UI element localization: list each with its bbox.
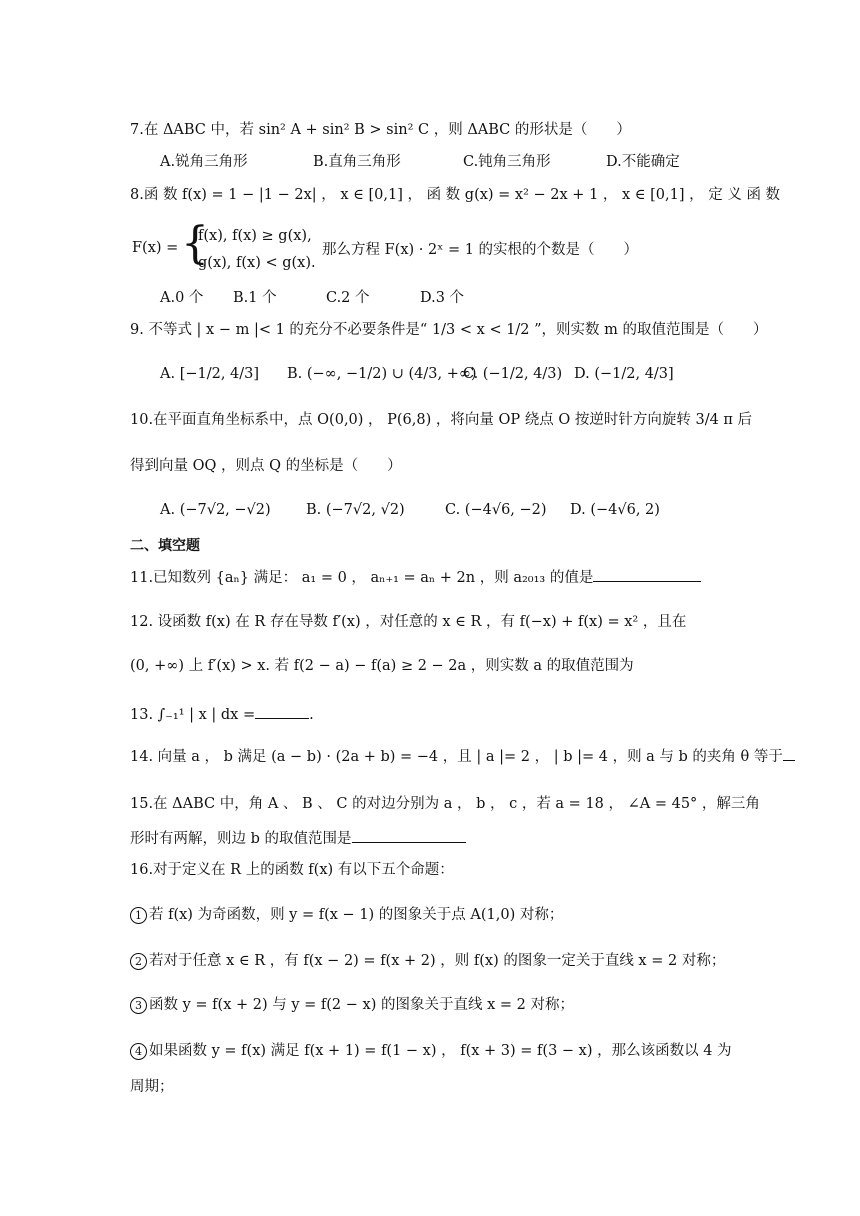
question-16-stem: 16.对于定义在 R 上的函数 f(x) 有以下五个命题： — [130, 862, 454, 878]
question-12-line-1: 12. 设函数 f(x) 在 R 存在导数 f′(x) ，对任意的 x ∈ R ，有 f(−x) + f(x) = x² ，且在 — [130, 614, 687, 630]
question-11 — [130, 567, 701, 588]
q8-piecewise-lhs: F(x) = — [132, 240, 179, 256]
question-14 — [130, 746, 795, 767]
circled-number-2: 2 — [130, 953, 147, 970]
q10-option-a: A. (−7√2, −√2) — [160, 502, 271, 518]
question-9-stem: 9. 不等式 | x − m |< 1 的充分不必要条件是“ 1/3 < x < 1/2 ”，则实数 m 的取值范围是（ ） — [130, 322, 768, 338]
q8-option-b: B.1 个 — [233, 290, 277, 306]
question-7-stem: 7.在 ΔABC 中，若 sin² A + sin² B > sin² C ，则 ΔABC 的形状是（ ） — [130, 122, 631, 138]
q9-option-c: C. (−1/2, 4/3) — [463, 366, 563, 382]
q8-tail: 那么方程 F(x) · 2ˣ = 1 的实根的个数是（ ） — [322, 242, 639, 258]
q15-text: 形时有两解，则边 b 的取值范围是 — [130, 831, 352, 847]
circled-number-1: 1 — [130, 907, 147, 924]
q8-option-d: D.3 个 — [420, 290, 465, 306]
q7-option-b: B.直角三角形 — [313, 154, 401, 170]
section-2-heading: 二、填空题 — [130, 537, 200, 553]
q14-text: 14. 向量 a ， b 满足 (a − b) · (2a + b) = −4 ，且 | a |= 2 ， | b |= 4 ，则 a 与 b 的夹角 θ 等于 — [130, 749, 783, 765]
answer-blank — [593, 567, 701, 582]
question-15-line-2 — [130, 828, 466, 849]
q16-item-2 — [130, 951, 725, 971]
q16-item-1-text: 若 f(x) 为奇函数，则 y = f(x − 1) 的图象关于点 A(1,0) 对称； — [149, 907, 564, 923]
q11-text: 11.已知数列 {aₙ} 满足： a₁ = 0 ， aₙ₊₁ = aₙ + 2n ，则 a₂₀₁₃ 的值是 — [130, 570, 594, 586]
q9-option-b: B. (−∞, −1/2) ∪ (4/3, +∞) — [287, 366, 477, 382]
question-12-line-2: (0, +∞) 上 f′(x) > x. 若 f(2 − a) − f(a) ≥ 2 − 2a ，则实数 a 的取值范围为 — [130, 658, 634, 674]
q16-item-4-text: 如果函数 y = f(x) 满足 f(x + 1) = f(1 − x) ， f(x + 3) = f(3 − x) ，那么该函数以 4 为 — [149, 1043, 732, 1059]
q10-option-d: D. (−4√6, 2) — [570, 502, 660, 518]
q8-case-2: g(x), f(x) < g(x). — [198, 255, 316, 271]
question-10-stem-1: 10.在平面直角坐标系中，点 O(0,0) ， P(6,8) ，将向量 OP 绕点 O 按逆时针方向旋转 3/4 π 后 — [130, 412, 753, 428]
q7-option-c: C.钝角三角形 — [463, 154, 551, 170]
q9-option-a: A. [−1/2, 4/3] — [160, 366, 260, 382]
question-15-line-1: 15.在 ΔABC 中，角 A 、 B 、 C 的对边分别为 a ， b ， c ，若 a = 18 ， ∠A = 45° ，解三角 — [130, 796, 760, 812]
q13-text: 13. ∫₋₁¹ | x | dx = — [130, 707, 256, 723]
q7-option-d: D.不能确定 — [606, 154, 680, 170]
q16-item-2-text: 若对于任意 x ∈ R ，有 f(x − 2) = f(x + 2) ，则 f(x) 的图象一定关于直线 x = 2 对称； — [149, 953, 726, 969]
q8-option-a: A.0 个 — [160, 290, 204, 306]
q16-item-3-text: 函数 y = f(x + 2) 与 y = f(2 − x) 的图象关于直线 x = 2 对称； — [149, 997, 574, 1013]
q16-item-4-continued: 周期； — [130, 1079, 174, 1095]
q8-case-1: f(x), f(x) ≥ g(x), — [198, 228, 312, 244]
question-8-stem: 8.函 数 f(x) = 1 − |1 − 2x| ， x ∈ [0,1] ， 函 数 g(x) = x² − 2x + 1 ， x ∈ [0,1] ， 定 义 函 数 — [130, 187, 781, 203]
q16-item-3 — [130, 995, 574, 1015]
answer-blank — [255, 704, 309, 719]
question-13: 13. ∫₋₁¹ | x | dx = . — [130, 704, 314, 725]
circled-number-3: 3 — [130, 997, 147, 1014]
answer-blank — [783, 746, 795, 761]
q7-option-a: A.锐角三角形 — [160, 154, 248, 170]
q8-option-c: C.2 个 — [326, 290, 370, 306]
q16-item-1 — [130, 905, 563, 925]
question-10-stem-2: 得到向量 OQ ，则点 Q 的坐标是（ ） — [130, 458, 402, 474]
q16-item-4 — [130, 1041, 732, 1061]
q9-option-d: D. (−1/2, 4/3] — [574, 366, 674, 382]
q10-option-b: B. (−7√2, √2) — [306, 502, 405, 518]
q10-option-c: C. (−4√6, −2) — [445, 502, 547, 518]
piecewise-brace: { — [181, 218, 209, 269]
circled-number-4: 4 — [130, 1043, 147, 1060]
answer-blank — [352, 828, 466, 843]
